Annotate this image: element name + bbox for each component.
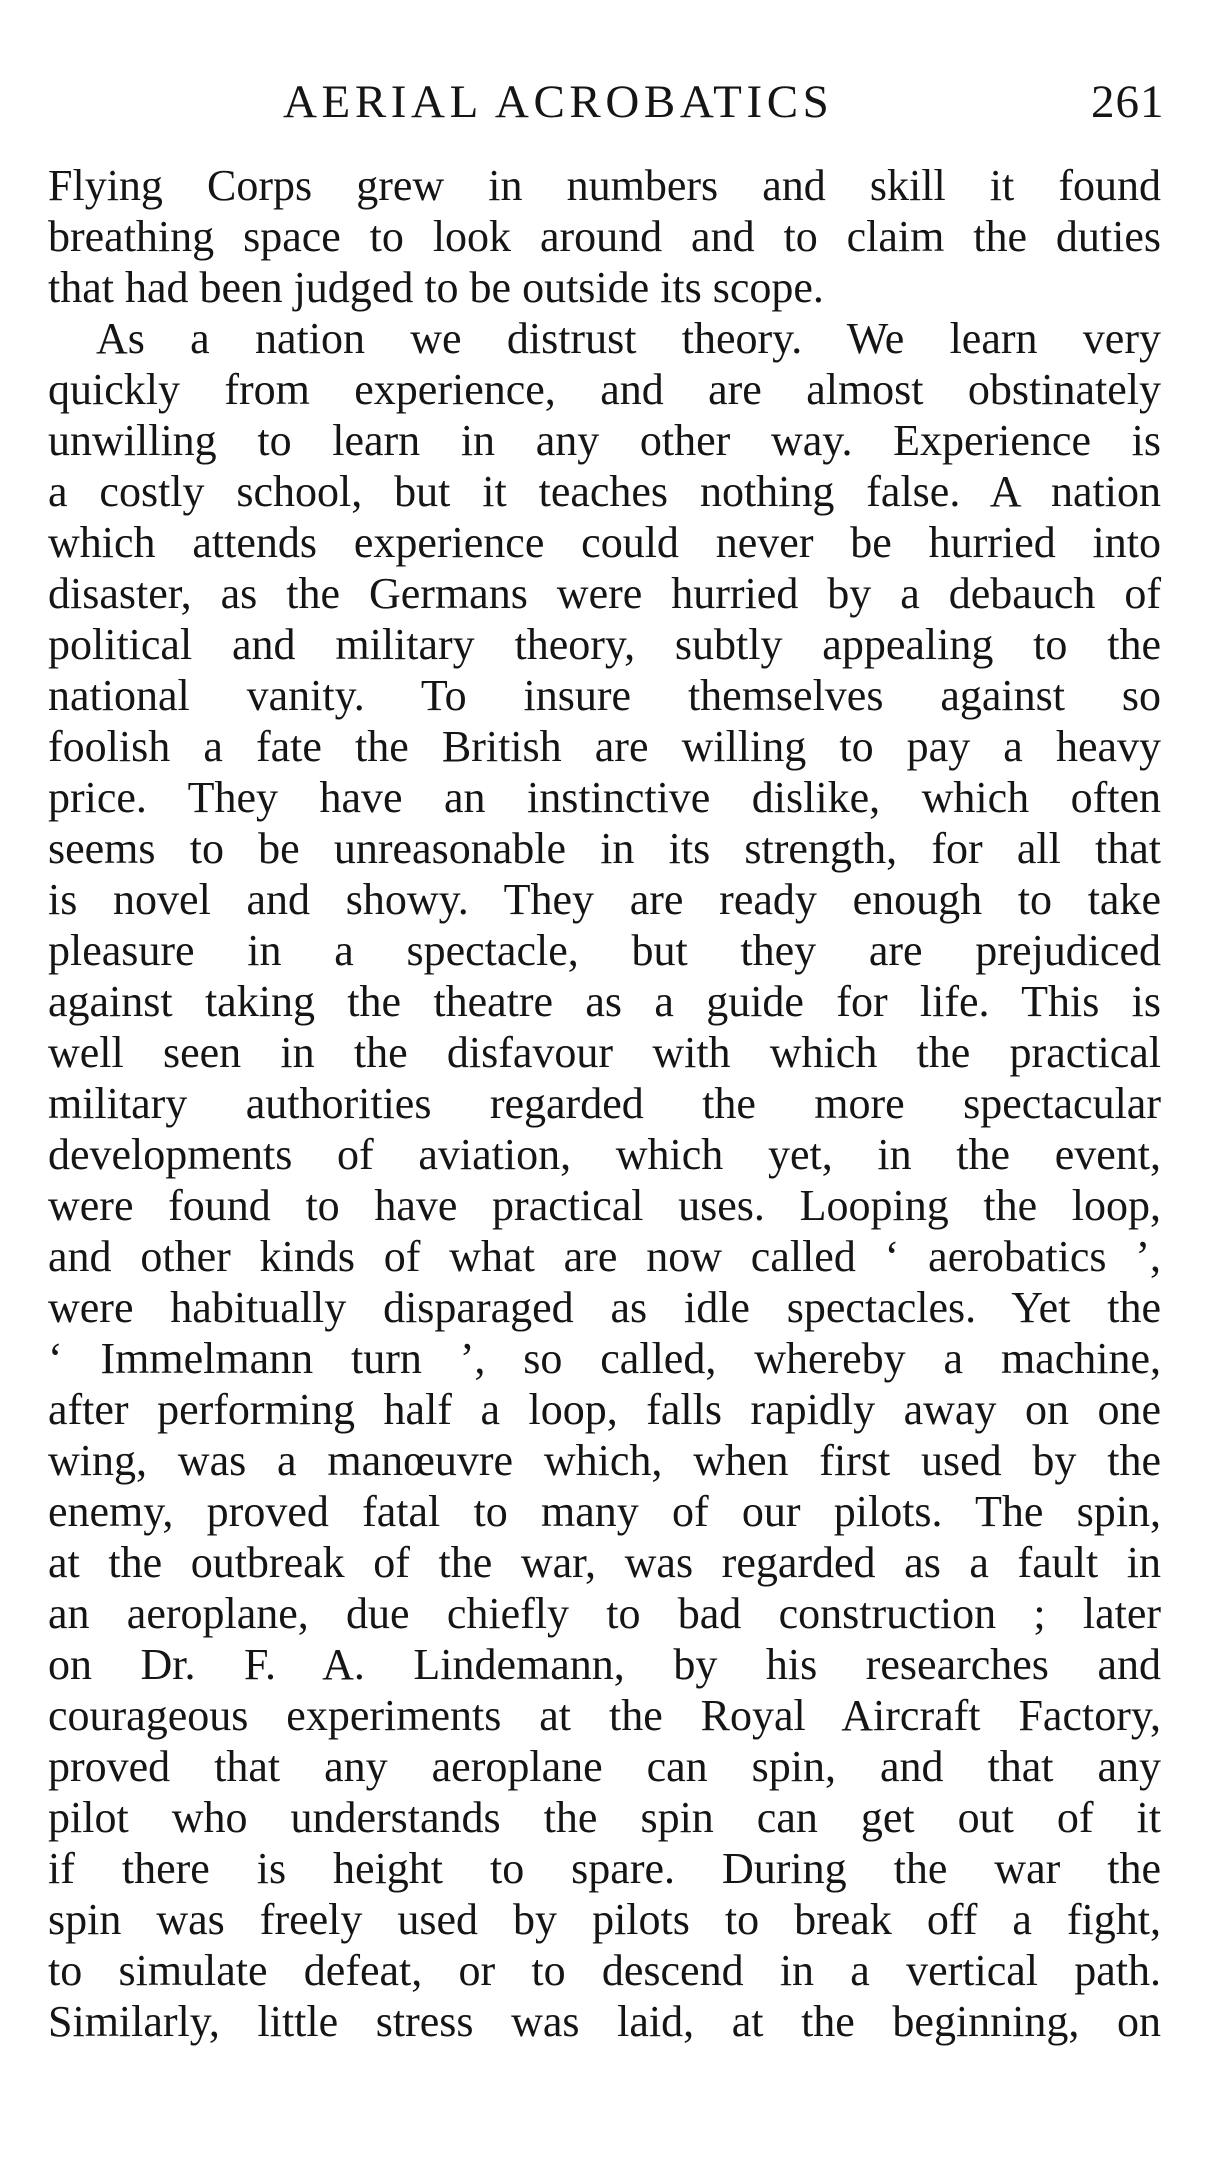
- text-line: is novel and showy. They are ready enough to take: [48, 875, 1161, 924]
- text-line: As a nation we distrust theory. We learn very: [96, 314, 1161, 363]
- text-line: national vanity. To insure themselves against so: [48, 671, 1161, 720]
- text-line: price. They have an instinctive dislike, which often: [48, 773, 1161, 822]
- text-line: enemy, proved fatal to many of our pilots. The spin,: [48, 1487, 1161, 1536]
- text-line: which attends experience could never be hurried into: [48, 518, 1161, 567]
- page-number: 261: [1091, 76, 1165, 128]
- text-line: developments of aviation, which yet, in the event,: [48, 1130, 1161, 1179]
- text-line: political and military theory, subtly appealing to the: [48, 620, 1161, 669]
- text-line: were found to have practical uses. Looping the loop,: [48, 1181, 1161, 1230]
- text-line: pleasure in a spectacle, but they are prejudiced: [48, 926, 1161, 975]
- text-line: pilot who understands the spin can get out of it: [48, 1793, 1161, 1842]
- text-line: that had been judged to be outside its scope.: [48, 263, 824, 312]
- text-line: and other kinds of what are now called ‘ aerobatics ’,: [48, 1232, 1161, 1281]
- text-line: a costly school, but it teaches nothing false. A nation: [48, 467, 1161, 516]
- text-line: well seen in the disfavour with which the practical: [48, 1028, 1161, 1077]
- text-line: if there is height to spare. During the war the: [48, 1844, 1161, 1893]
- text-line: seems to be unreasonable in its strength, for all that: [48, 824, 1161, 873]
- text-line: on Dr. F. A. Lindemann, by his researches and: [48, 1640, 1161, 1689]
- text-line: breathing space to look around and to claim the duties: [48, 212, 1161, 261]
- text-line: unwilling to learn in any other way. Experience is: [48, 416, 1161, 465]
- text-line: military authorities regarded the more spectacular: [48, 1079, 1161, 1128]
- running-title: AERIAL ACROBATICS: [283, 76, 834, 128]
- text-line: at the outbreak of the war, was regarded as a fault in: [48, 1538, 1161, 1587]
- text-line: against taking the theatre as a guide for life. This is: [48, 977, 1161, 1026]
- text-line: spin was freely used by pilots to break off a fight,: [48, 1895, 1161, 1944]
- text-line: an aeroplane, due chiefly to bad construction ; later: [48, 1589, 1161, 1638]
- text-line: ‘ Immelmann turn ’, so called, whereby a machine,: [48, 1334, 1161, 1383]
- text-line: foolish a fate the British are willing to pay a heavy: [48, 722, 1161, 771]
- text-line: Similarly, little stress was laid, at the beginning, on: [48, 1997, 1161, 2046]
- body-text: [48, 160, 1161, 2047]
- text-line: proved that any aeroplane can spin, and that any: [48, 1742, 1161, 1791]
- text-line: quickly from experience, and are almost obstinately: [48, 365, 1161, 414]
- text-line: Flying Corps grew in numbers and skill it found: [48, 161, 1161, 210]
- text-line: courageous experiments at the Royal Aircraft Factory,: [48, 1691, 1161, 1740]
- text-line: were habitually disparaged as idle spectacles. Yet the: [48, 1283, 1161, 1332]
- text-line: to simulate defeat, or to descend in a vertical path.: [48, 1946, 1161, 1995]
- text-line: disaster, as the Germans were hurried by a debauch of: [48, 569, 1161, 618]
- text-line: wing, was a manœuvre which, when first used by the: [48, 1436, 1161, 1485]
- text-line: after performing half a loop, falls rapidly away on one: [48, 1385, 1161, 1434]
- running-head: [0, 72, 1232, 132]
